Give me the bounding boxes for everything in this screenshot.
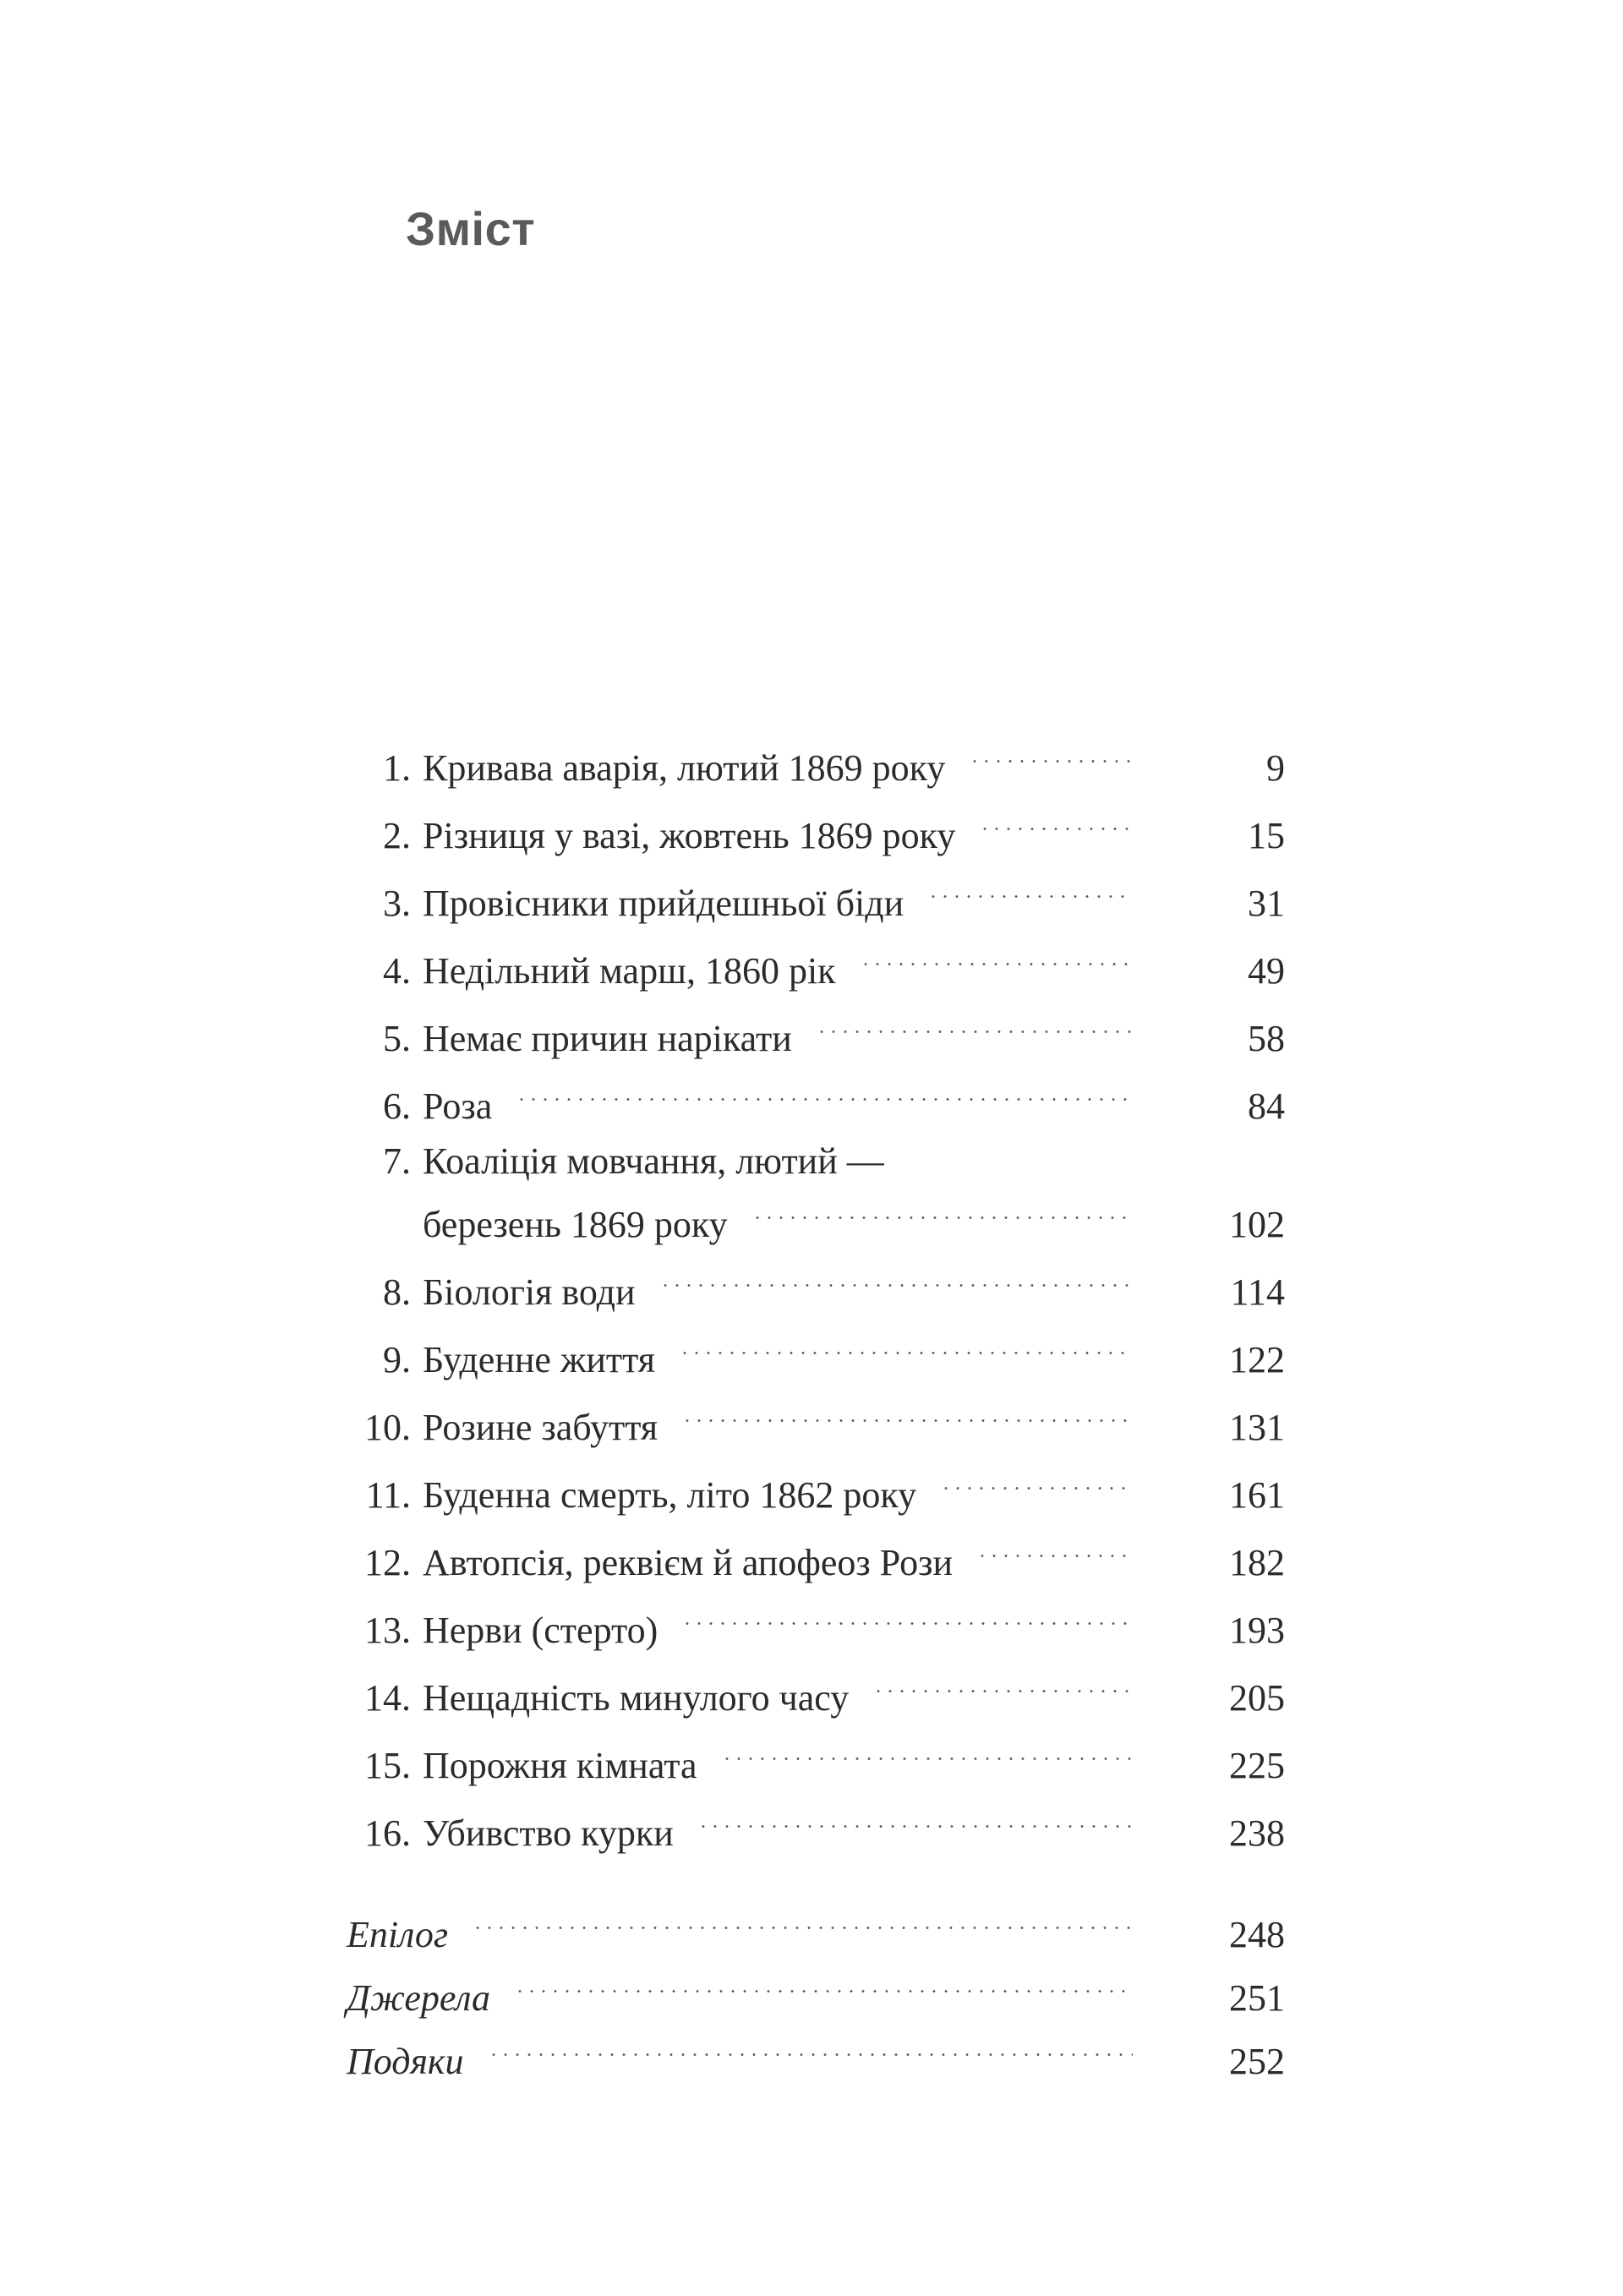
dot-leader <box>872 1661 1133 1710</box>
page-number: 131 <box>1229 1407 1285 1448</box>
dot-leader <box>514 1961 1133 2010</box>
page-number: 161 <box>1229 1474 1285 1516</box>
chapter-title: Розине забуття <box>423 1407 658 1448</box>
page-number: 251 <box>1229 1977 1285 2019</box>
dot-leader <box>681 1594 1133 1643</box>
chapter-title: Немає причин нарікати <box>423 1018 792 1059</box>
page-title: Зміст <box>406 202 536 255</box>
table-of-contents <box>347 0 1285 2296</box>
page-number: 58 <box>1248 1018 1285 1059</box>
chapter-number: 15. <box>364 1745 411 1786</box>
chapter-title: Коаліція мовчання, лютий — <box>423 1140 884 1182</box>
page-number: 9 <box>1266 747 1285 789</box>
chapter-title: Недільний марш, 1860 рік <box>423 950 836 992</box>
chapter-number: 2. <box>383 815 411 856</box>
chapter-number: 10. <box>364 1407 411 1448</box>
toc-entry[interactable] <box>347 1137 1285 1186</box>
chapter-number: 6. <box>383 1085 411 1127</box>
chapter-number: 1. <box>383 747 411 789</box>
chapter-number: 4. <box>383 950 411 992</box>
toc-entry[interactable] <box>347 1729 1285 1786</box>
toc-entry-continuation[interactable] <box>347 1188 1285 1245</box>
chapter-number: 9. <box>383 1339 411 1380</box>
toc-entry[interactable] <box>347 1661 1285 1719</box>
toc-entry[interactable] <box>347 1002 1285 1059</box>
chapter-title-line2: березень 1869 року <box>423 1204 728 1245</box>
toc-entry[interactable] <box>347 1323 1285 1380</box>
dot-leader <box>659 1255 1133 1304</box>
chapter-title: Різниця у вазі, жовтень 1869 року <box>423 815 956 856</box>
chapter-number: 12. <box>364 1542 411 1583</box>
page-number: 182 <box>1229 1542 1285 1583</box>
chapter-number: 11. <box>365 1474 411 1516</box>
chapter-title: Убивство курки <box>423 1812 674 1854</box>
chapter-number: 8. <box>383 1271 411 1313</box>
chapter-number: 14. <box>364 1677 411 1719</box>
page-number: 122 <box>1229 1339 1285 1380</box>
page-number: 252 <box>1229 2041 1285 2082</box>
chapter-title: Буденне життя <box>423 1339 655 1380</box>
toc-entry[interactable] <box>347 731 1285 789</box>
page-number: 248 <box>1229 1914 1285 1955</box>
page-number: 84 <box>1248 1085 1285 1127</box>
toc-entry[interactable] <box>347 1255 1285 1313</box>
chapter-title: Автопсія, реквієм й апофеоз Рози <box>423 1542 954 1583</box>
dot-leader <box>751 1188 1133 1237</box>
chapter-number: 16. <box>364 1812 411 1854</box>
chapter-title: Нерви (стерто) <box>423 1610 658 1651</box>
toc-entry[interactable] <box>347 866 1285 924</box>
toc-entry-acknowledgements[interactable] <box>347 2025 1285 2082</box>
page-number: 193 <box>1229 1610 1285 1651</box>
dot-leader <box>679 1323 1133 1372</box>
chapter-number: 3. <box>383 883 411 924</box>
dot-leader <box>979 799 1133 848</box>
page-number: 31 <box>1248 883 1285 924</box>
back-matter-title: Подяки <box>347 2041 464 2082</box>
dot-leader <box>976 1526 1133 1575</box>
dot-leader <box>516 1069 1133 1118</box>
dot-leader <box>940 1458 1133 1507</box>
toc-entry[interactable] <box>347 1391 1285 1448</box>
back-matter-title: Епілог <box>347 1914 448 1955</box>
page-number: 225 <box>1229 1745 1285 1786</box>
chapter-title: Буденна смерть, літо 1862 року <box>423 1474 917 1516</box>
page-number: 114 <box>1230 1271 1285 1313</box>
toc-entry[interactable] <box>347 799 1285 856</box>
chapter-number: 7. <box>383 1140 411 1182</box>
dot-leader <box>488 2025 1134 2074</box>
dot-leader <box>721 1729 1133 1778</box>
toc-entry[interactable] <box>347 1526 1285 1583</box>
dot-leader <box>472 1898 1133 1947</box>
back-matter-title: Джерела <box>347 1977 491 2019</box>
chapter-title: Роза <box>423 1085 493 1127</box>
dot-leader <box>697 1796 1133 1845</box>
page-number: 49 <box>1248 950 1285 992</box>
page-number: 205 <box>1229 1677 1285 1719</box>
dot-leader <box>816 1002 1133 1051</box>
page-number: 15 <box>1248 815 1285 856</box>
page-number: 238 <box>1229 1812 1285 1854</box>
chapter-title: Кривава аварія, лютий 1869 року <box>423 747 946 789</box>
toc-entry[interactable] <box>347 1069 1285 1127</box>
dot-leader <box>860 934 1133 983</box>
chapter-title: Провісники прийдешньої біди <box>423 883 904 924</box>
chapter-number: 13. <box>364 1610 411 1651</box>
page-number: 102 <box>1229 1204 1285 1245</box>
dot-leader <box>969 731 1133 780</box>
chapter-title: Біологія води <box>423 1271 636 1313</box>
toc-entry[interactable] <box>347 1796 1285 1854</box>
toc-entry[interactable] <box>347 934 1285 992</box>
toc-entry-sources[interactable] <box>347 1961 1285 2019</box>
toc-entry[interactable] <box>347 1594 1285 1651</box>
dot-leader <box>681 1391 1133 1440</box>
toc-entry-epilogue[interactable] <box>347 1898 1285 1955</box>
toc-entry[interactable] <box>347 1458 1285 1516</box>
chapter-title: Нещадність минулого часу <box>423 1677 850 1719</box>
dot-leader <box>927 866 1133 916</box>
chapter-title: Порожня кімната <box>423 1745 697 1786</box>
chapter-number: 5. <box>383 1018 411 1059</box>
